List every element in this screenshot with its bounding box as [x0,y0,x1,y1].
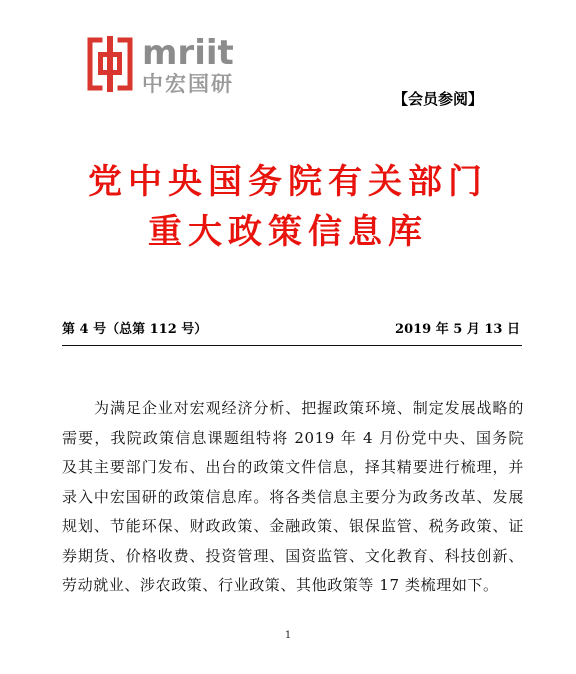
issue-info-row [62,318,522,340]
issue-number: 第 4 号（总第 112 号） [62,322,208,337]
header-divider [62,345,522,346]
logo-text-cn: 中宏国研 [142,72,234,96]
body-paragraph: 为满足企业对宏观经济分析、把握政策环境、制定发展战略的需要，我院政策信息课题组特将 2019 年 4 月份党中央、国务院及其主要部门发布、出台的政策文件信息，择其精要进行梳理，并录入中宏国研的政策信息库。将各类信息主要分为政务改革、发展规划、节能环保、财政政策、金融政策、银保监管、税务政策、证券期货、价格收费、投资管理、国资监管、文化教育、科技创新、劳动就业、涉农政策、行业政策、其他政策等 17 类梳理如下。 [62,399,524,594]
document-title-line-2: 重大政策信息库 [148,212,428,252]
issue-date: 2019 年 5 月 13 日 [395,322,520,337]
logo [86,34,234,96]
page-number: 1 [284,630,292,641]
mriit-bracket-logo-icon [86,34,134,94]
member-reference-tag: 【会员参阅】 [393,90,484,108]
logo-text-en: mriit [142,33,234,73]
document-title-line-1: 党中央国务院有关部门 [88,162,488,202]
logo-text [142,33,234,96]
